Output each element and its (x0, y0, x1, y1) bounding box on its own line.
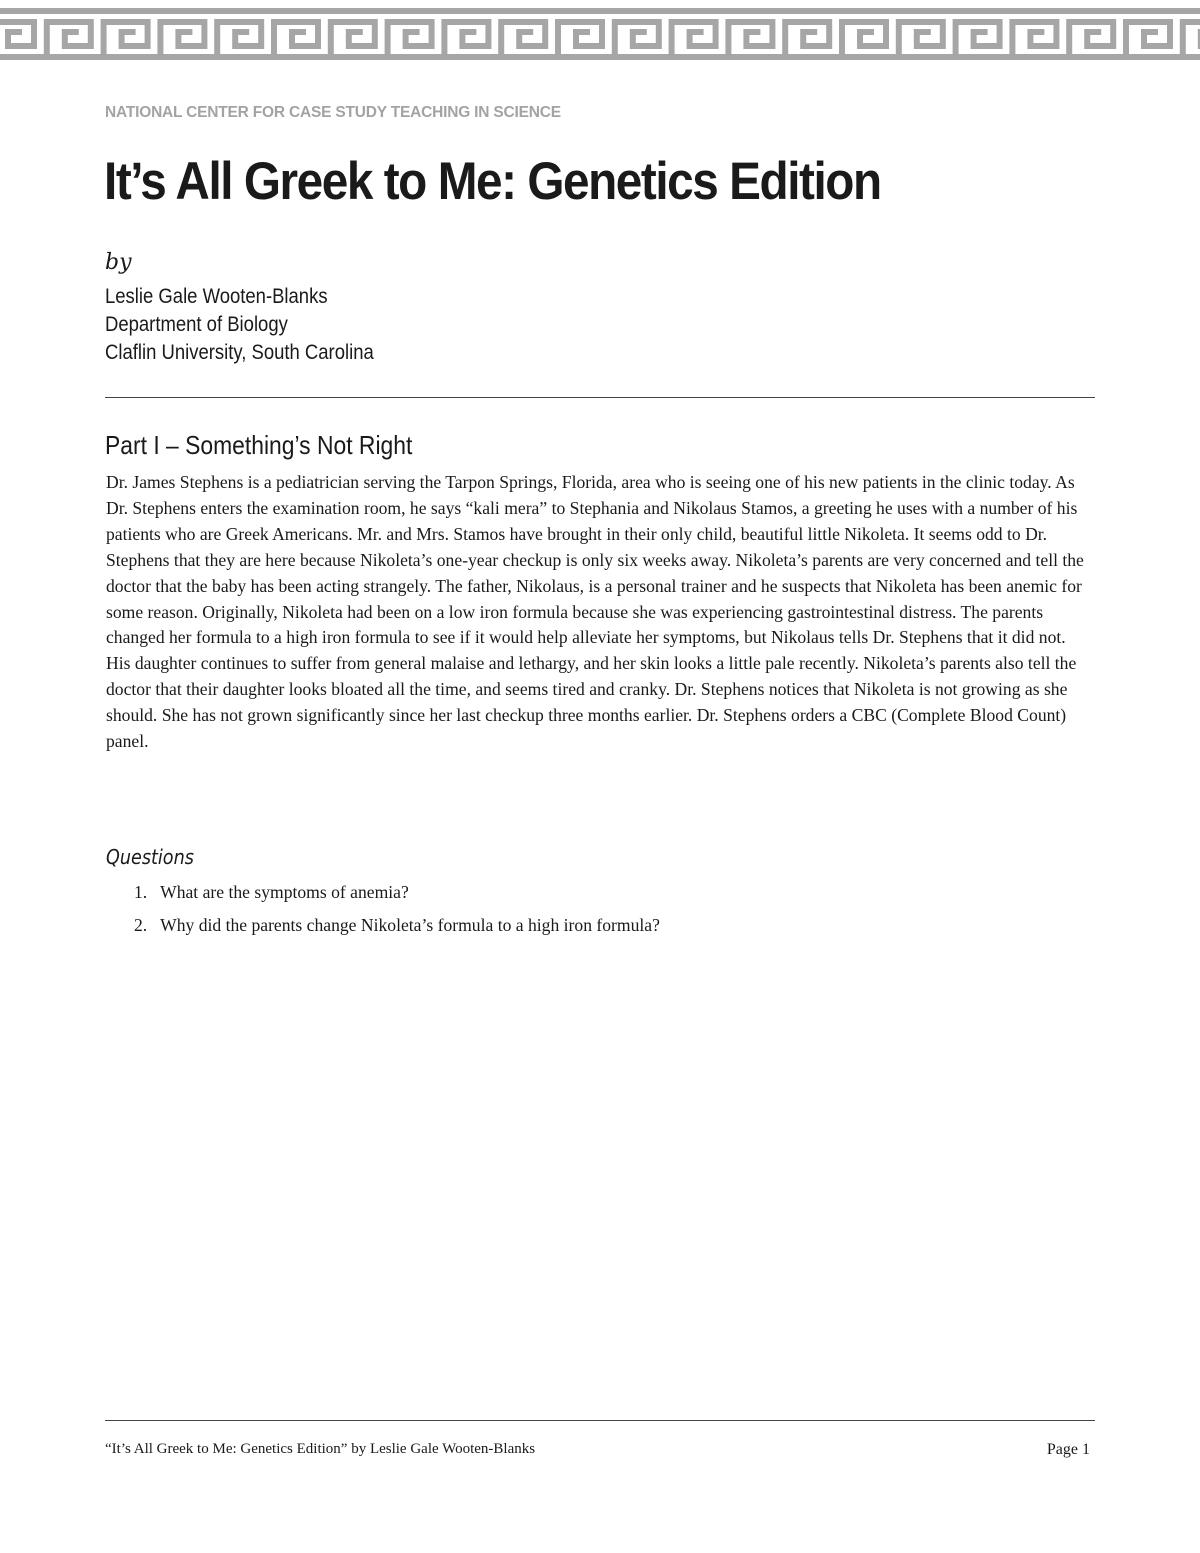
greek-key-unit (842, 22, 886, 54)
questions-list (134, 880, 660, 946)
greek-key-unit (104, 22, 148, 54)
greek-key-unit (615, 22, 659, 54)
question-text: Why did the parents change Nikoleta’s formula to a high iron formula? (160, 915, 660, 935)
author-institution: Claflin University, South Carolina (105, 341, 374, 364)
greek-key-unit (0, 22, 34, 54)
question-item (134, 913, 660, 946)
greek-key-border (0, 0, 1200, 70)
header-divider (105, 397, 1095, 398)
greek-key-unit (728, 22, 772, 54)
greek-key-unit (331, 22, 375, 54)
questions-heading: Questions (106, 845, 194, 869)
question-number: 1. (134, 882, 148, 902)
question-text: What are the symptoms of anemia? (160, 882, 409, 902)
greek-key-unit (785, 22, 829, 54)
question-item (134, 880, 660, 913)
greek-key-unit (160, 22, 204, 54)
greek-key-unit (1012, 22, 1056, 54)
footer-divider (105, 1420, 1095, 1421)
case-narrative: Dr. James Stephens is a pediatrician serving the Tarpon Springs, Florida, area who is seeing one of his new patients in the clinic today. As Dr. Stephens enters the examination room, he says “kali mera” to Stephania and Nikolaus Stamos, a greeting he uses with a number of his patients who are Greek Americans. Mr. and Mrs. Stamos have brought in their only child, beautiful little Nikoleta. It seems odd to Dr. Stephens that they are here because Nikoleta’s one-year checkup is only six weeks away. Nikoleta’s parents are very concerned and tell the doctor that the baby has been acting strangely. The father, Nikolaus, is a personal trainer and he suspects that Nikoleta has been anemic for some reason. Originally, Nikoleta had been on a low iron formula because she was experiencing gastrointestinal distress. The parents changed her formula to a high iron formula to see if it would help alleviate her symptoms, but Nikolaus tells Dr. Stephens that it did not. His daughter continues to suffer from general malaise and lethargy, and her skin looks a little pale recently. Nikoleta’s parents also tell the doctor that their daughter looks bloated all the time, and seems tired and cranky. Dr. Stephens notices that Nikoleta is not growing as she should. She has not grown significantly since her last checkup three months earlier. Dr. Stephens orders a CBC (Complete Blood Count) panel. (106, 472, 1084, 752)
author-block (105, 283, 374, 367)
greek-key-unit (274, 22, 318, 54)
section-heading: Part I – Something’s Not Right (105, 430, 413, 460)
byline-by: by (105, 250, 132, 275)
greek-key-unit (388, 22, 432, 54)
greek-key-unit (899, 22, 943, 54)
greek-key-unit (1126, 22, 1170, 54)
greek-key-unit (501, 22, 545, 54)
greek-key-unit (1069, 22, 1113, 54)
greek-key-unit (444, 22, 488, 54)
greek-key-unit (672, 22, 716, 54)
greek-key-unit (1183, 22, 1200, 54)
author-name: Leslie Gale Wooten-Blanks (105, 285, 328, 308)
greek-key-unit (558, 22, 602, 54)
greek-key-pattern (0, 0, 1200, 70)
author-department: Department of Biology (105, 313, 288, 336)
greek-key-unit (956, 22, 1000, 54)
footer-citation: “It’s All Greek to Me: Genetics Edition” by Leslie Gale Wooten-Blanks (105, 1441, 536, 1457)
document-title: It’s All Greek to Me: Genetics Edition (104, 152, 881, 211)
question-number: 2. (134, 915, 148, 935)
greek-key-unit (47, 22, 91, 54)
greek-key-unit (217, 22, 261, 54)
publisher-kicker: NATIONAL CENTER FOR CASE STUDY TEACHING IN SCIENCE (105, 104, 561, 121)
page-number: Page 1 (1046, 1441, 1090, 1458)
